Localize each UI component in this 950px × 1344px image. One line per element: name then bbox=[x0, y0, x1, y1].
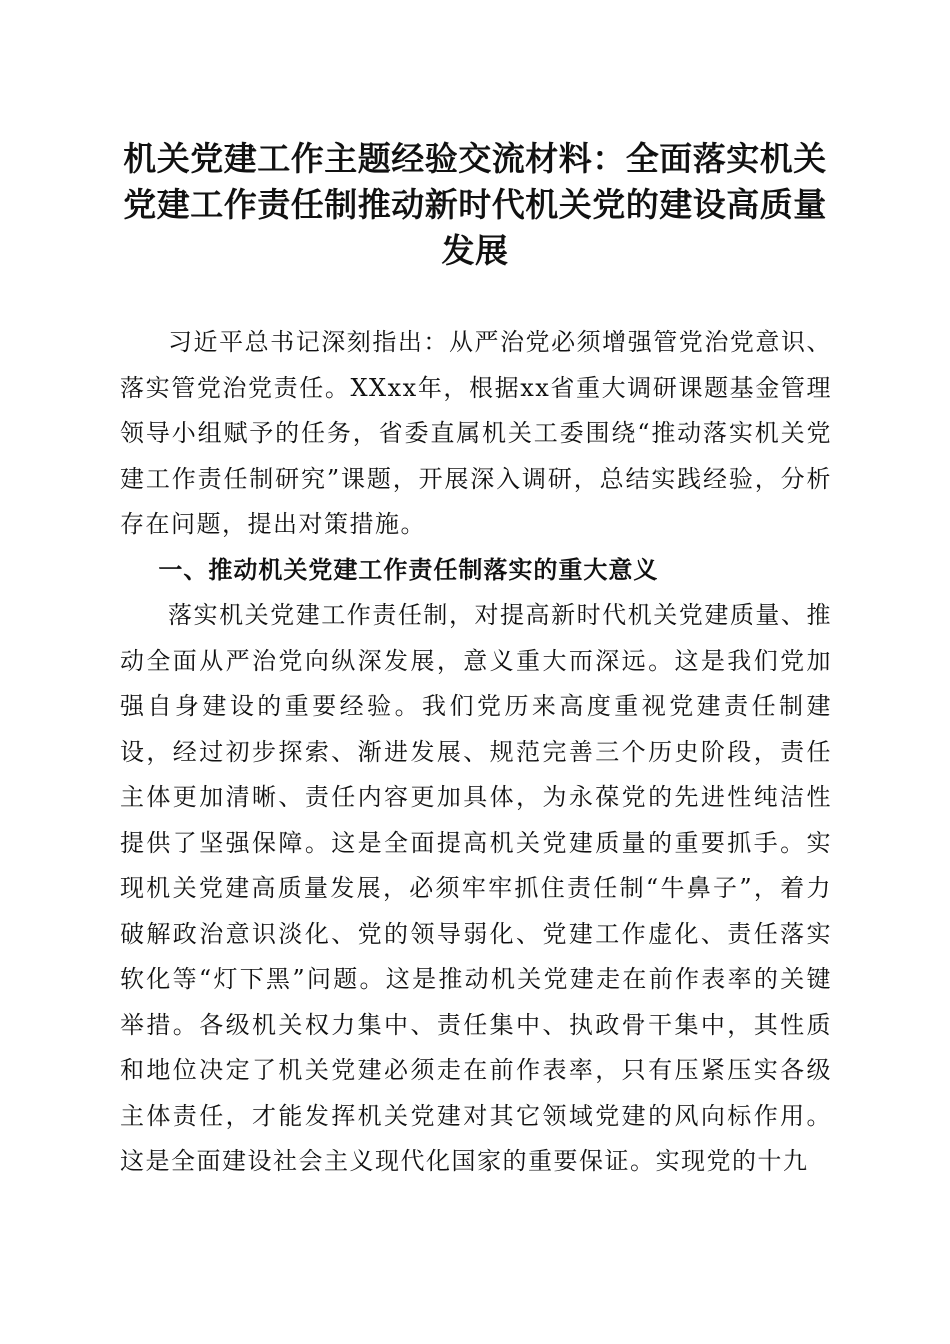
document-body bbox=[120, 320, 832, 1185]
intro-paragraph: 习近平总书记深刻指出：从严治党必须增强管党治党意识、落实管党治党责任。XXxx年，根据xx省重大调研课题基金管理领导小组赋予的任务，省委直属机关工委围绕“推动落实机关党建工作责任制研究”课题，开展深入调研，总结实践经验，分析存在问题，提出对策措施。 bbox=[120, 328, 832, 538]
document-title: 机关党建工作主题经验交流材料：全面落实机关党建工作责任制推动新时代机关党的建设高质量发展 bbox=[123, 139, 827, 270]
section-paragraph: 落实机关党建工作责任制，对提高新时代机关党建质量、推动全面从严治党向纵深发展，意义重大而深远。这是我们党加强自身建设的重要经验。我们党历来高度重视党建责任制建设，经过初步探索、渐进发展、规范完善三个历史阶段，责任主体更加清晰、责任内容更加具体，为永葆党的先进性纯洁性提供了坚强保障。这是全面提高机关党建质量的重要抓手。实现机关党建高质量发展，必须牢牢抓住责任制“牛鼻子”，着力破解政治意识淡化、党的领导弱化、党建工作虚化、责任落实软化等“灯下黑”问题。这是推动机关党建走在前作表率的关键举措。各级机关权力集中、责任集中、执政骨干集中，其性质和地位决定了机关党建必须走在前作表率，只有压紧压实各级主体责任，才能发挥机关党建对其它领域党建的风向标作用。这是全面建设社会主义现代化国家的重要保证。实现党的十九 bbox=[120, 601, 832, 1175]
section-heading: 一、推动机关党建工作责任制落实的重大意义 bbox=[158, 555, 659, 584]
